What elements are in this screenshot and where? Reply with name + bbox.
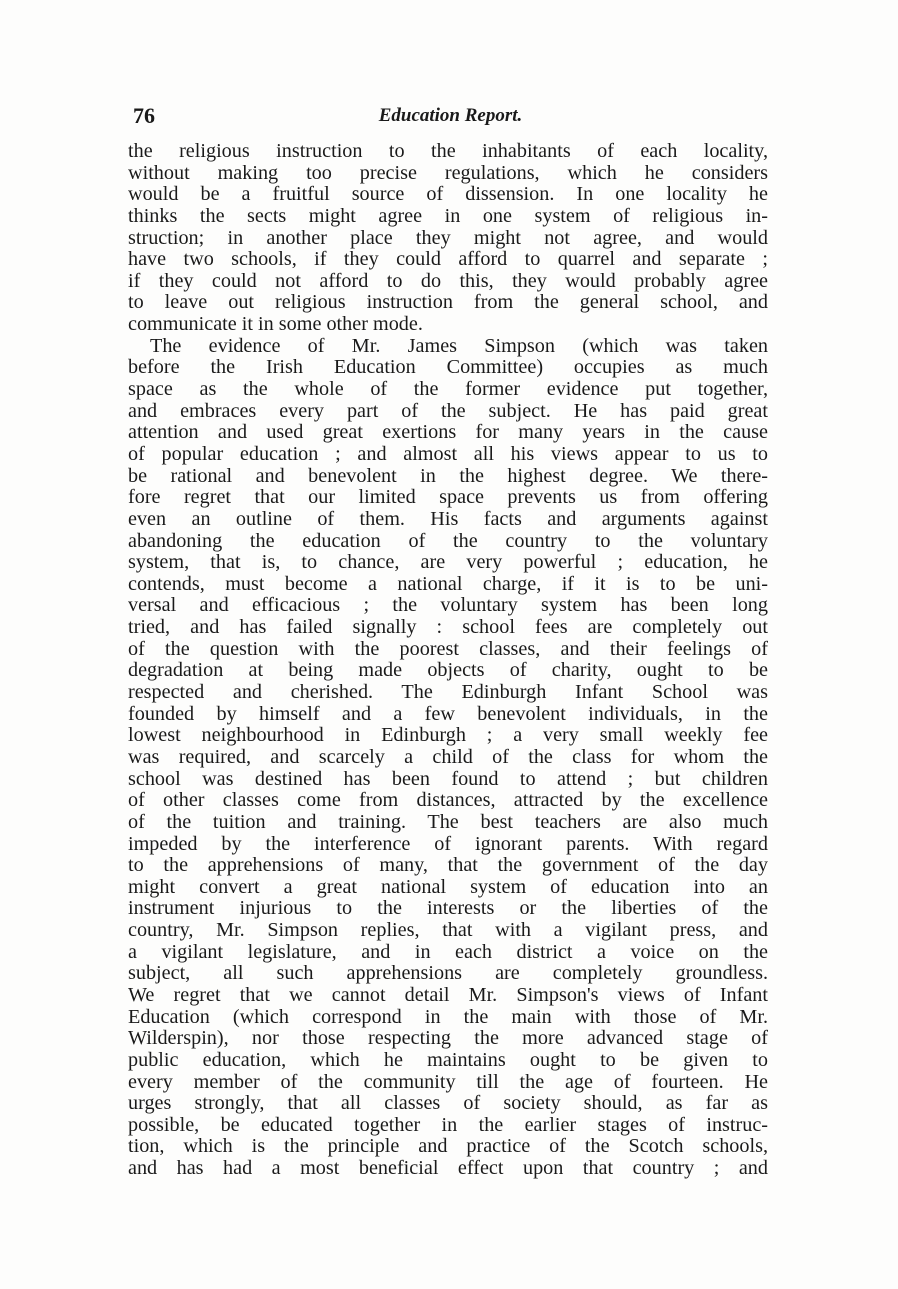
text-line: have two schools, if they could afford to quarrel and separate ; — [128, 248, 768, 271]
text-line: abandoning the education of the country to the voluntary — [128, 529, 768, 552]
text-line: system, that is, to chance, are very powerful ; education, he — [128, 551, 768, 574]
text-line: thinks the sects might agree in one system of religious in- — [128, 204, 768, 227]
text-line: struction; in another place they might not agree, and would — [128, 226, 768, 249]
text-line: of other classes come from distances, attracted by the excellence — [128, 789, 768, 812]
text-line: to the apprehensions of many, that the government of the day — [128, 854, 768, 877]
text-line: of the tuition and training. The best teachers are also much — [128, 810, 768, 833]
text-line: versal and efficacious ; the voluntary system has been long — [128, 594, 768, 617]
text-line: contends, must become a national charge, if it is to be uni- — [128, 572, 768, 595]
text-line: impeded by the interference of ignorant parents. With regard — [128, 832, 768, 855]
text-line: tried, and has failed signally : school fees are completely out — [128, 616, 768, 639]
text-line: of the question with the poorest classes, and their feelings of — [128, 637, 768, 660]
text-line: fore regret that our limited space prevents us from offering — [128, 486, 768, 509]
text-line: be rational and benevolent in the highest degree. We there- — [128, 464, 768, 487]
text-line: The evidence of Mr. James Simpson (which was taken — [150, 334, 768, 357]
text-line: space as the whole of the former evidence put together, — [128, 378, 768, 401]
page-header — [133, 103, 768, 133]
running-head: Education Report. — [378, 105, 523, 126]
text-line: even an outline of them. His facts and arguments against — [128, 507, 768, 530]
text-line: if they could not afford to do this, they would probably agree — [128, 269, 768, 292]
body-text — [128, 141, 768, 1180]
text-line: school was destined has been found to attend ; but children — [128, 767, 768, 790]
text-line: tion, which is the principle and practice of the Scotch schools, — [128, 1135, 768, 1158]
text-line: Education (which correspond in the main with those of Mr. — [128, 1005, 768, 1028]
text-line: public education, which he maintains ought to be given to — [128, 1048, 768, 1071]
text-line: might convert a great national system of education into an — [128, 875, 768, 898]
text-line: before the Irish Education Committee) occupies as much — [128, 356, 768, 379]
text-line: country, Mr. Simpson replies, that with a vigilant press, and — [128, 919, 768, 942]
text-line: and has had a most beneficial effect upon that country ; and — [128, 1157, 768, 1180]
text-line: the religious instruction to the inhabitants of each locality, — [128, 140, 768, 162]
text-line: subject, all such apprehensions are completely groundless. — [128, 962, 768, 985]
text-line: Wilderspin), nor those respecting the more advanced stage of — [128, 1027, 768, 1050]
text-line: every member of the community till the age of fourteen. He — [128, 1070, 768, 1093]
text-line: We regret that we cannot detail Mr. Simpson's views of Infant — [128, 983, 768, 1006]
text-line: degradation at being made objects of charity, ought to be — [128, 659, 768, 682]
text-line: founded by himself and a few benevolent individuals, in the — [128, 702, 768, 725]
page-number: 76 — [133, 103, 155, 128]
text-line: instrument injurious to the interests or the liberties of the — [128, 897, 768, 920]
text-line: to leave out religious instruction from the general school, and — [128, 291, 768, 314]
text-line: a vigilant legislature, and in each district a voice on the — [128, 940, 768, 963]
text-line: attention and used great exertions for many years in the cause — [128, 421, 768, 444]
text-line: without making too precise regulations, which he considers — [128, 161, 768, 184]
text-line: and embraces every part of the subject. He has paid great — [128, 399, 768, 422]
text-line: lowest neighbourhood in Edinburgh ; a very small weekly fee — [128, 724, 768, 747]
text-line: urges strongly, that all classes of society should, as far as — [128, 1092, 768, 1115]
text-line: communicate it in some other mode. — [128, 313, 423, 336]
text-line: possible, be educated together in the earlier stages of instruc- — [128, 1113, 768, 1136]
text-line: would be a fruitful source of dissension. In one locality he — [128, 183, 768, 206]
text-line: was required, and scarcely a child of the class for whom the — [128, 745, 768, 768]
text-line: of popular education ; and almost all his views appear to us to — [128, 442, 768, 465]
text-line: respected and cherished. The Edinburgh Infant School was — [128, 681, 768, 704]
